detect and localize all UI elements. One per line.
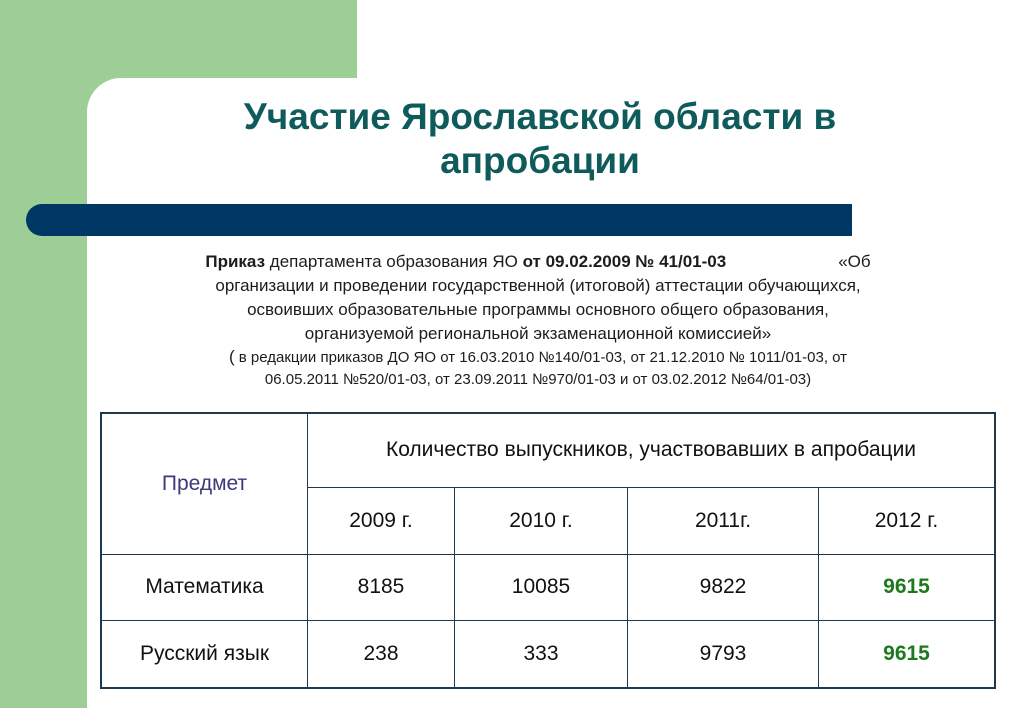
title-line-2: апробации	[440, 140, 640, 181]
order-line-3: освоивших образовательные программы основного общего образования,	[247, 300, 829, 319]
value-cell: 238	[308, 620, 455, 688]
value-cell-highlight: 9615	[819, 620, 996, 688]
value-cell: 9822	[628, 554, 819, 620]
edits-line-2: 06.05.2011 №520/01-03, от 23.09.2011 №970/01-03 и от 03.02.2012 №64/01-03)	[264, 371, 812, 388]
order-text	[108, 250, 968, 391]
table-header-row	[101, 413, 995, 487]
subject-header: Предмет	[101, 413, 308, 554]
table-row	[101, 620, 995, 688]
decorative-bar	[26, 204, 852, 236]
table-row	[101, 554, 995, 620]
order-date-number: от 09.02.2009 № 41/01-03	[522, 252, 727, 271]
background-green-strip	[0, 0, 87, 708]
value-cell: 9793	[628, 620, 819, 688]
group-header: Количество выпускников, участвовавших в апробации	[308, 413, 996, 487]
edits-line-1: в редакции приказов ДО ЯО от 16.03.2010 №140/01-03, от 21.12.2010 № 1011/01-03, от	[238, 349, 848, 366]
order-dept: департамента образования ЯО	[269, 252, 518, 271]
edits-paren: (	[228, 347, 235, 366]
order-line-1	[108, 250, 968, 274]
value-cell: 10085	[455, 554, 628, 620]
title-line-1: Участие Ярославской области в	[243, 96, 837, 137]
order-line-2: организации и проведении государственной (итоговой) аттестации обучающихся,	[215, 276, 861, 295]
order-edits	[108, 346, 968, 369]
value-cell-highlight: 9615	[819, 554, 996, 620]
order-line-4: организуемой региональной экзаменационной комиссией»	[304, 324, 772, 343]
year-header: 2010 г.	[455, 487, 628, 554]
order-prefix: Приказ	[205, 252, 266, 271]
year-header: 2009 г.	[308, 487, 455, 554]
value-cell: 333	[455, 620, 628, 688]
subject-cell: Русский язык	[101, 620, 308, 688]
subject-cell: Математика	[101, 554, 308, 620]
order-quote-start: «Об	[838, 252, 871, 271]
year-header: 2012 г.	[819, 487, 996, 554]
value-cell: 8185	[308, 554, 455, 620]
slide-title	[140, 95, 940, 183]
year-header: 2011г.	[628, 487, 819, 554]
participation-table	[100, 412, 996, 689]
